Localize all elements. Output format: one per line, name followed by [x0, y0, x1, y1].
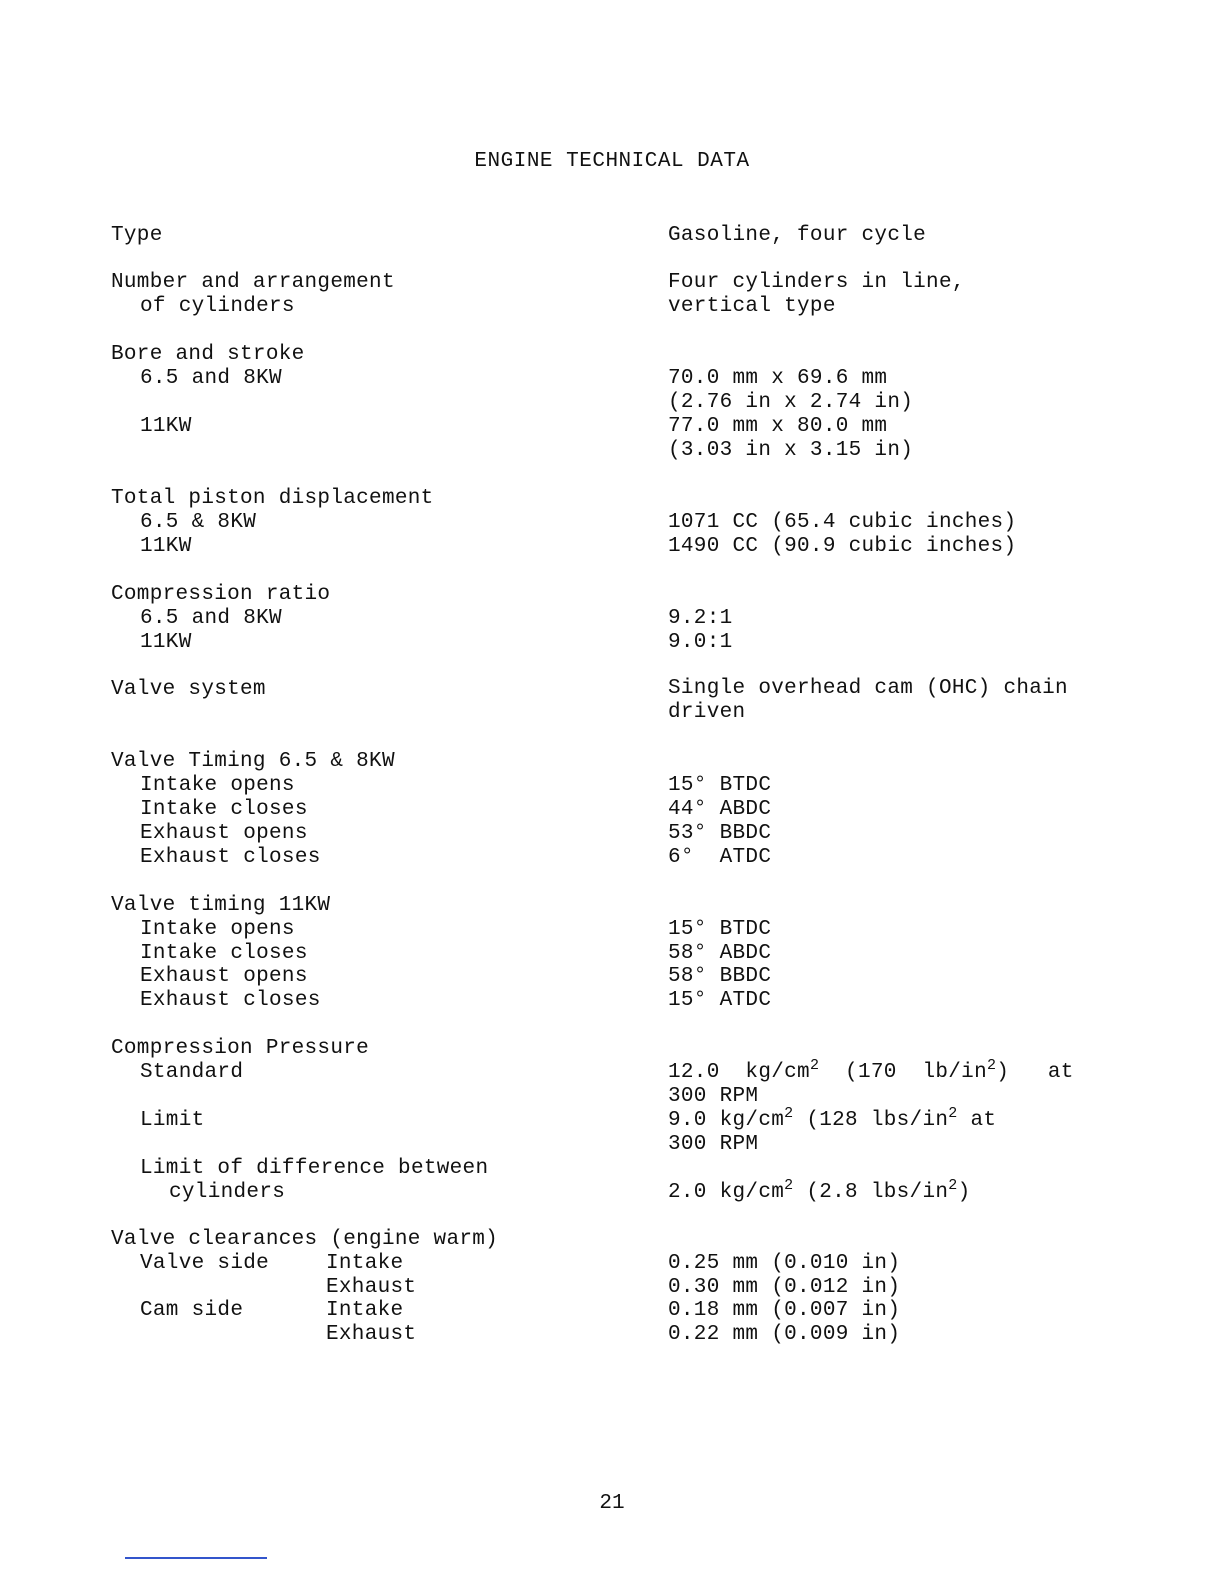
- compression-pressure-label: Compression Pressure: [111, 1037, 370, 1060]
- timing-row-value: 44° ABDC: [668, 798, 772, 821]
- timing-row-value: 58° BBDC: [668, 965, 772, 988]
- limit-value-rpm: 300 RPM: [668, 1133, 759, 1156]
- timing-row-label: Intake closes: [140, 942, 308, 965]
- limit-label: Limit: [140, 1109, 205, 1132]
- standard-value: 12.0 $kg/cm^2$ (170 $lb/in^2$) at: [668, 1057, 1074, 1084]
- difference-label-cont: cylinders: [169, 1181, 286, 1204]
- type-label: Type: [111, 224, 163, 247]
- clearance-row-value: 0.18 mm (0.007 in): [668, 1299, 901, 1322]
- compression-ratio-sub-value: 9.0:1: [668, 631, 733, 654]
- clearance-row-value: 0.22 mm (0.009 in): [668, 1323, 901, 1346]
- difference-label: Limit of difference between: [140, 1157, 489, 1180]
- clearances-label: Valve clearances (engine warm): [111, 1228, 499, 1251]
- timing-row-value: 15° BTDC: [668, 918, 772, 941]
- timing-row-value: 15° ATDC: [668, 989, 772, 1012]
- standard-value-rpm: 300 RPM: [668, 1085, 759, 1108]
- valve-side-label: Valve side: [140, 1252, 270, 1275]
- timing-row-label: Exhaust closes: [140, 846, 321, 869]
- limit-value: 9.0 $kg/cm^2$ (128 lbs/$in^2$ at: [668, 1105, 997, 1132]
- cam-side-label: Cam side: [140, 1299, 244, 1322]
- page-number: 21: [599, 1492, 625, 1515]
- clearance-row-label: Intake: [326, 1252, 404, 1275]
- displacement-sub-label: 6.5 & 8KW: [140, 511, 257, 534]
- cylinders-label-cont: of cylinders: [140, 295, 295, 318]
- footer-rule: [125, 1557, 267, 1559]
- valve-system-value: Single overhead cam (OHC) chain: [668, 677, 1068, 700]
- bore-sub-value: 77.0 mm x 80.0 mm: [668, 415, 888, 438]
- clearance-row-label: Exhaust: [326, 1276, 417, 1299]
- cylinders-value-cont: vertical type: [668, 295, 836, 318]
- difference-value: 2.0 $kg/cm^2$ (2.8 lbs/$in^2$): [668, 1177, 971, 1204]
- compression-ratio-sub-label: 11KW: [140, 631, 192, 654]
- bore-sub-label: 11KW: [140, 415, 192, 438]
- clearance-row-value: 0.30 mm (0.012 in): [668, 1276, 901, 1299]
- standard-label: Standard: [140, 1061, 244, 1084]
- timing-row-value: 53° BBDC: [668, 822, 772, 845]
- displacement-sub-value: 1071 CC (65.4 cubic inches): [668, 511, 1017, 534]
- timing-row-label: Intake opens: [140, 918, 295, 941]
- valve-system-label: Valve system: [111, 678, 266, 701]
- timing-row-label: Intake opens: [140, 774, 295, 797]
- timing-row-value: 6° ATDC: [668, 846, 772, 869]
- displacement-label: Total piston displacement: [111, 487, 434, 510]
- timing-row-label: Exhaust opens: [140, 822, 308, 845]
- bore-sub-value: 70.0 mm x 69.6 mm: [668, 367, 888, 390]
- valve-timing-label: Valve timing 11KW: [111, 894, 331, 917]
- timing-row-label: Intake closes: [140, 798, 308, 821]
- compression-ratio-sub-label: 6.5 and 8KW: [140, 607, 282, 630]
- compression-ratio-sub-value: 9.2:1: [668, 607, 733, 630]
- clearance-row-label: Intake: [326, 1299, 404, 1322]
- cylinders-label: Number and arrangement: [111, 271, 395, 294]
- bore-sub-value-inches: (3.03 in x 3.15 in): [668, 439, 914, 462]
- displacement-sub-label: 11KW: [140, 535, 192, 558]
- cylinders-value: Four cylinders in line,: [668, 271, 965, 294]
- page-title: ENGINE TECHNICAL DATA: [474, 150, 750, 173]
- compression-ratio-label: Compression ratio: [111, 583, 331, 606]
- timing-row-value: 58° ABDC: [668, 942, 772, 965]
- timing-row-label: Exhaust closes: [140, 989, 321, 1012]
- bore-sub-label: 6.5 and 8KW: [140, 367, 282, 390]
- type-value: Gasoline, four cycle: [668, 224, 927, 247]
- displacement-sub-value: 1490 CC (90.9 cubic inches): [668, 535, 1017, 558]
- bore-sub-value-inches: (2.76 in x 2.74 in): [668, 391, 914, 414]
- valve-system-value-cont: driven: [668, 701, 746, 724]
- valve-timing-label: Valve Timing 6.5 & 8KW: [111, 750, 395, 773]
- timing-row-label: Exhaust opens: [140, 965, 308, 988]
- timing-row-value: 15° BTDC: [668, 774, 772, 797]
- clearance-row-label: Exhaust: [326, 1323, 417, 1346]
- bore-label: Bore and stroke: [111, 343, 305, 366]
- clearance-row-value: 0.25 mm (0.010 in): [668, 1252, 901, 1275]
